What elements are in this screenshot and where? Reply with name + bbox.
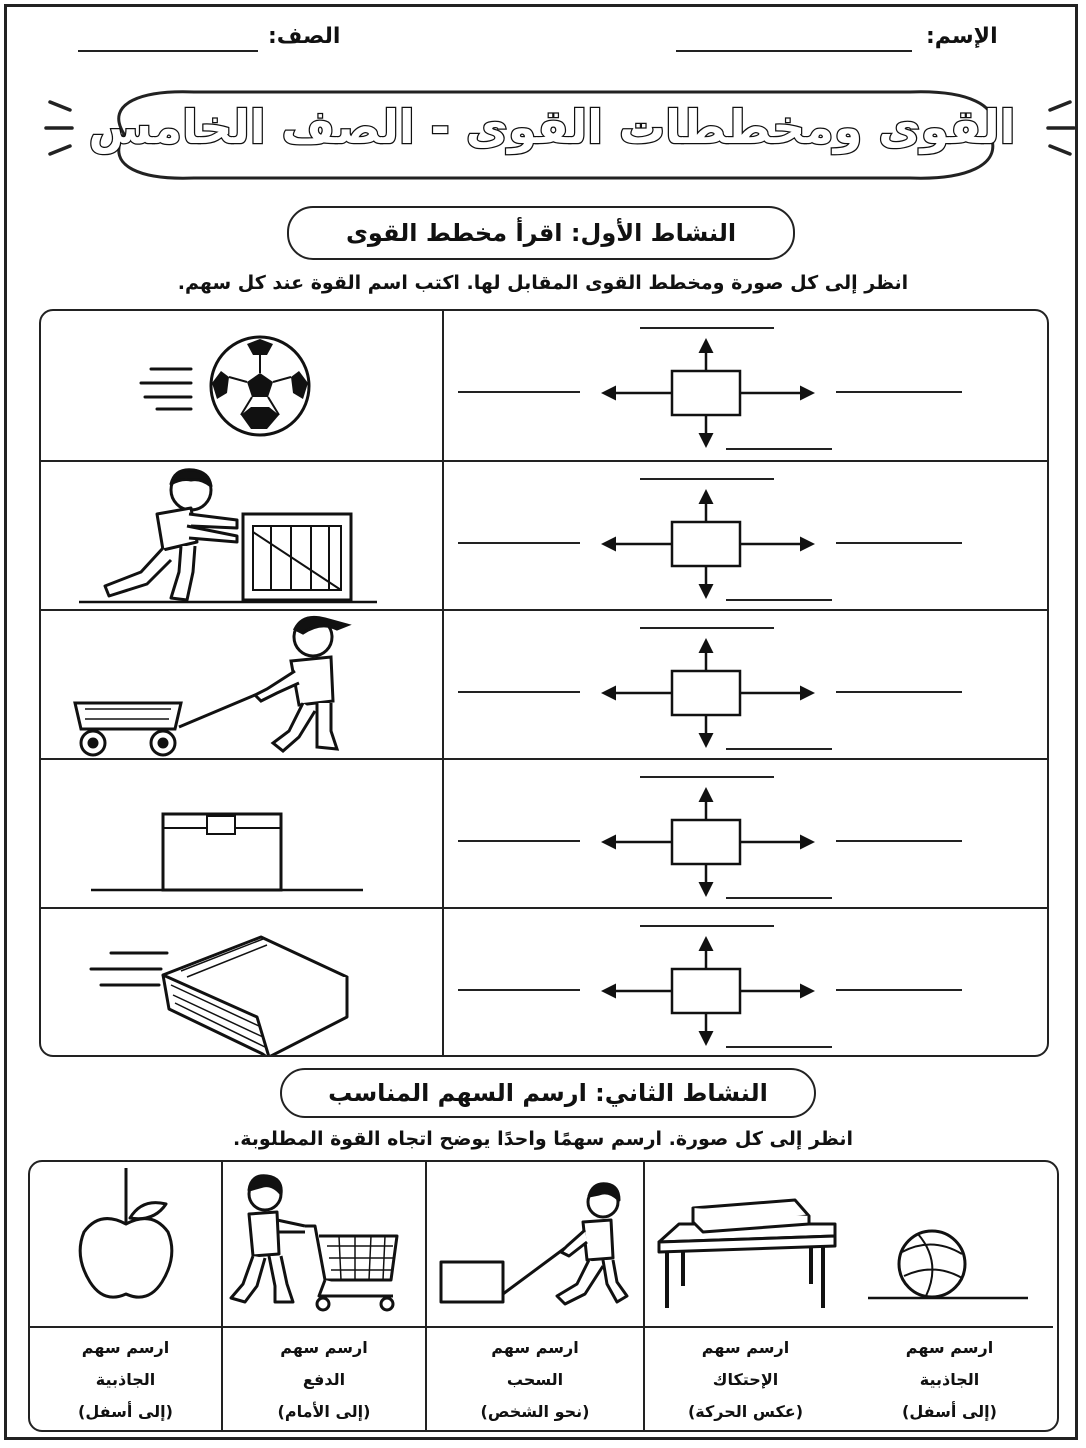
- caption-instruction: ارسم سهم: [491, 1338, 579, 1357]
- right-force-answer-line[interactable]: [836, 691, 962, 693]
- caption-instruction: ارسم سهم: [905, 1338, 994, 1357]
- force-diagram-area: [444, 760, 1049, 914]
- boy-pulling-box-icon: [427, 1166, 645, 1322]
- force-object-box: [672, 820, 740, 864]
- box-on-floor-icon: [41, 760, 441, 910]
- activity1-instruction: انظر إلى كل صورة ومخطط القوى المقابل لها. اكتب اسم القوة عند كل سهم.: [177, 272, 909, 294]
- activity2-caption: [30, 1326, 221, 1430]
- activity1-row: [41, 311, 1047, 461]
- book-on-table-icon: [645, 1166, 848, 1322]
- up-force-answer-line[interactable]: [640, 776, 774, 778]
- up-force-answer-line[interactable]: [640, 478, 774, 480]
- force-diagram: [444, 760, 1049, 910]
- down-force-answer-line[interactable]: [726, 748, 832, 750]
- page-title: القوى ومخططات القوى - الصف الخامس: [88, 100, 1016, 154]
- left-force-answer-line[interactable]: [458, 542, 580, 544]
- activity2-cell[interactable]: [425, 1162, 643, 1430]
- force-diagram: [444, 462, 1049, 612]
- ball-on-ground-icon: [846, 1166, 1053, 1322]
- activity2-instruction: انظر إلى كل صورة. ارسم سهمًا واحدًا يوضح اتجاه القوة المطلوبة.: [233, 1128, 853, 1150]
- down-force-answer-line[interactable]: [726, 599, 832, 601]
- left-force-answer-line[interactable]: [458, 840, 580, 842]
- caption-force-name: السحب: [506, 1370, 564, 1389]
- activity1-row: [41, 609, 1047, 759]
- activity2-caption: [427, 1326, 643, 1430]
- activity2-heading: النشاط الثاني: ارسم السهم المناسب: [280, 1068, 816, 1118]
- force-object-box: [672, 522, 740, 566]
- activity2-caption: [645, 1326, 846, 1430]
- force-object-box: [672, 969, 740, 1013]
- force-object-box: [672, 371, 740, 415]
- force-diagram-area: [444, 611, 1049, 765]
- force-diagram-area: [444, 311, 1049, 465]
- activity2-cell[interactable]: [643, 1162, 846, 1430]
- up-force-answer-line[interactable]: [640, 627, 774, 629]
- right-force-answer-line[interactable]: [836, 989, 962, 991]
- caption-force-name: الإحتكاك: [712, 1370, 779, 1389]
- activity2-cell[interactable]: [221, 1162, 425, 1430]
- force-diagram: [444, 311, 1049, 461]
- caption-direction: (نحو الشخص): [480, 1402, 590, 1421]
- activity2-caption: [223, 1326, 425, 1430]
- caption-instruction: ارسم سهم: [280, 1338, 368, 1357]
- down-force-answer-line[interactable]: [726, 1046, 832, 1048]
- activity1-table: [39, 309, 1049, 1057]
- activity2-table: [28, 1160, 1059, 1432]
- sparkle-right-icon: [1036, 96, 1076, 166]
- activity1-row: [41, 758, 1047, 908]
- activity1-row: [41, 907, 1047, 1057]
- caption-force-name: الجاذبية: [919, 1370, 980, 1389]
- activity1-row: [41, 460, 1047, 610]
- class-answer-line[interactable]: [78, 50, 258, 52]
- down-force-answer-line[interactable]: [726, 897, 832, 899]
- caption-direction: (إلى الأمام): [277, 1402, 371, 1421]
- up-force-answer-line[interactable]: [640, 327, 774, 329]
- boy-pushing-crate-icon: [41, 462, 441, 612]
- soccer-ball-icon: [41, 311, 441, 461]
- sliding-book-icon: [41, 909, 441, 1057]
- class-label: الصف:: [268, 24, 341, 49]
- caption-direction: (إلى أسفل): [78, 1402, 173, 1421]
- force-diagram: [444, 909, 1049, 1057]
- activity1-heading: النشاط الأول: اقرأ مخطط القوى: [287, 206, 795, 260]
- force-object-box: [672, 671, 740, 715]
- force-diagram: [444, 611, 1049, 761]
- boy-pulling-wagon-icon: [41, 611, 441, 761]
- caption-direction: (عكس الحركة): [687, 1402, 804, 1421]
- caption-direction: (إلى أسفل): [902, 1402, 997, 1421]
- activity2-cell[interactable]: [30, 1162, 221, 1430]
- caption-instruction: ارسم سهم: [701, 1338, 790, 1357]
- right-force-answer-line[interactable]: [836, 542, 962, 544]
- up-force-answer-line[interactable]: [640, 925, 774, 927]
- boy-pushing-cart-icon: [223, 1166, 427, 1322]
- caption-instruction: ارسم سهم: [81, 1338, 170, 1357]
- caption-force-name: الجاذبية: [95, 1370, 156, 1389]
- left-force-answer-line[interactable]: [458, 989, 580, 991]
- sparkle-left-icon: [44, 96, 84, 166]
- hanging-apple-icon: [30, 1166, 221, 1322]
- force-diagram-area: [444, 909, 1049, 1057]
- name-label: الإسم:: [926, 24, 998, 49]
- activity2-caption: [846, 1326, 1053, 1430]
- right-force-answer-line[interactable]: [836, 840, 962, 842]
- caption-force-name: الدفع: [302, 1370, 346, 1389]
- force-diagram-area: [444, 462, 1049, 616]
- activity2-cell[interactable]: [846, 1162, 1053, 1430]
- left-force-answer-line[interactable]: [458, 691, 580, 693]
- left-force-answer-line[interactable]: [458, 391, 580, 393]
- down-force-answer-line[interactable]: [726, 448, 832, 450]
- right-force-answer-line[interactable]: [836, 391, 962, 393]
- name-answer-line[interactable]: [676, 50, 912, 52]
- page-title-banner: [84, 82, 1020, 186]
